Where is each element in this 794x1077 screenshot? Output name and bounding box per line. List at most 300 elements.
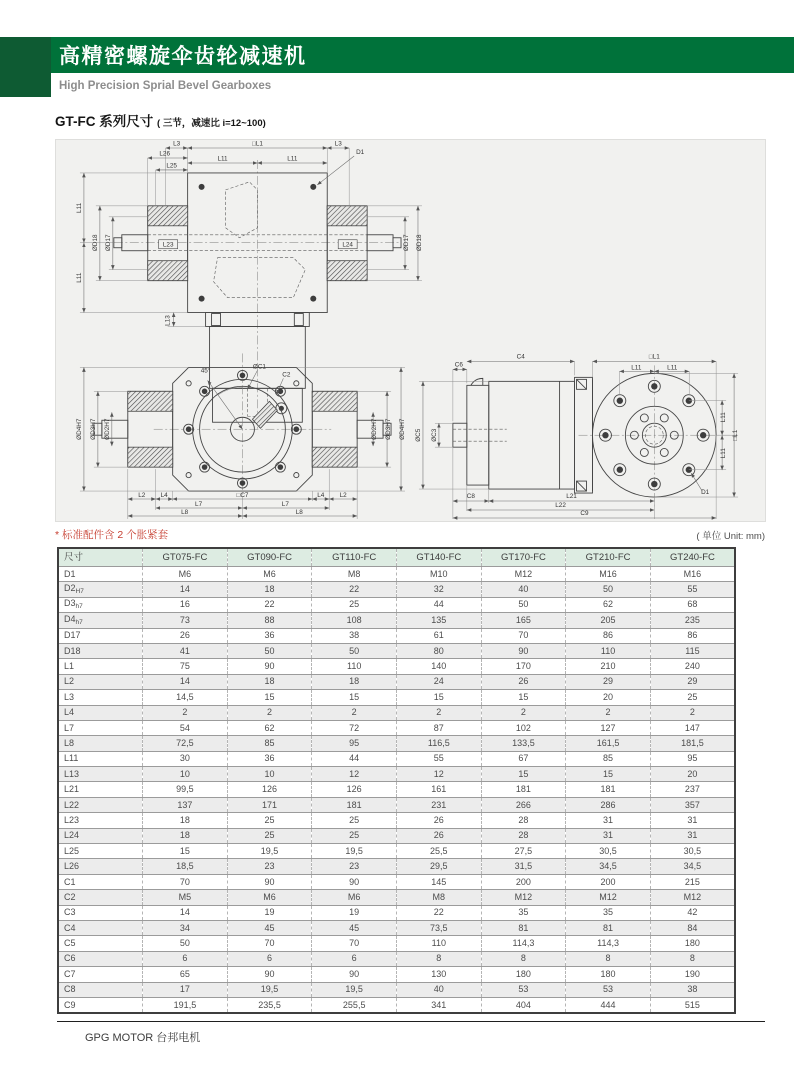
row-label: C4: [58, 920, 143, 935]
footer-rule: [57, 1021, 765, 1022]
cell: 102: [481, 720, 566, 735]
cell: 95: [312, 736, 397, 751]
cell: 15: [566, 767, 651, 782]
cell: M12: [481, 567, 566, 582]
cell: 17: [143, 982, 228, 997]
cell: 31: [650, 828, 735, 843]
cell: 8: [397, 951, 482, 966]
row-label: $D4_{h7}$: [58, 613, 143, 628]
cell: 15: [227, 690, 312, 705]
cell: 18: [227, 582, 312, 597]
cell: 84: [650, 920, 735, 935]
cell: 22: [397, 905, 482, 920]
drawing-panel: [55, 139, 766, 522]
dimension-label: L7: [195, 501, 203, 509]
cell: 50: [312, 643, 397, 658]
row-label: L26: [58, 859, 143, 874]
cell: 18: [312, 674, 397, 689]
table-row: [58, 905, 735, 920]
dimension-label: L3: [173, 140, 181, 148]
cell: 41: [143, 643, 228, 658]
row-label: $D2_{H7}$: [58, 582, 143, 597]
column-header-model: GT140-FC: [397, 548, 482, 567]
cell: 34,5: [650, 859, 735, 874]
dimension-label: L25: [166, 162, 177, 170]
cell: 114,3: [481, 936, 566, 951]
cell: 27,5: [481, 844, 566, 859]
unit-note: ( 单位 Unit: mm): [696, 531, 765, 542]
cell: 170: [481, 659, 566, 674]
dimension-label: L11: [75, 272, 83, 283]
cell: 72,5: [143, 736, 228, 751]
row-label-subscript: h7: [75, 603, 83, 611]
page-subtitle: High Precision Sprial Bevel Gearboxes: [59, 80, 272, 92]
cell: 25: [227, 813, 312, 828]
cell: 266: [481, 797, 566, 812]
cell: 126: [227, 782, 312, 797]
row-label-subscript: H7: [75, 587, 84, 595]
cell: 165: [481, 613, 566, 628]
row-label-subscript: h7: [75, 618, 83, 626]
banner-accent-block: [0, 37, 51, 97]
cell: 86: [566, 628, 651, 643]
cell: 237: [650, 782, 735, 797]
table-row: [58, 936, 735, 951]
cell: 25: [227, 828, 312, 843]
dimension-label: C9: [580, 509, 589, 517]
cell: 38: [312, 628, 397, 643]
table-row: [58, 674, 735, 689]
cell: 31: [566, 813, 651, 828]
cell: 161: [397, 782, 482, 797]
dimension-label: L11: [720, 412, 728, 423]
dimension-label: C4: [516, 353, 525, 361]
table-header: [58, 548, 735, 567]
cell: 88: [227, 613, 312, 628]
dimension-label: ØC1: [252, 363, 266, 371]
cell: 23: [312, 859, 397, 874]
cell: 30: [143, 751, 228, 766]
table-row: [58, 874, 735, 889]
cell: 18,5: [143, 859, 228, 874]
dimension-label: □L1: [251, 140, 263, 148]
cell: 2: [650, 705, 735, 720]
cell: 180: [650, 936, 735, 951]
cell: 40: [481, 582, 566, 597]
cell: 116,5: [397, 736, 482, 751]
table-row: [58, 690, 735, 705]
cell: 50: [481, 597, 566, 612]
cell: 90: [481, 643, 566, 658]
cell: M5: [143, 890, 228, 905]
dimension-label: ØD4H7: [399, 418, 407, 440]
cell: 145: [397, 874, 482, 889]
cell: 171: [227, 797, 312, 812]
cell: 181,5: [650, 736, 735, 751]
cell: 62: [566, 597, 651, 612]
cell: M10: [397, 567, 482, 582]
cell: M8: [397, 890, 482, 905]
cell: 14: [143, 674, 228, 689]
row-label: L1: [58, 659, 143, 674]
cell: 16: [143, 597, 228, 612]
row-label: C6: [58, 951, 143, 966]
cell: 14,5: [143, 690, 228, 705]
cell: 23: [227, 859, 312, 874]
dimension-label: L11: [631, 364, 642, 372]
cell: 8: [650, 951, 735, 966]
cell: M6: [312, 890, 397, 905]
row-label: C9: [58, 997, 143, 1013]
cell: 31: [566, 828, 651, 843]
dimension-label: L11: [667, 364, 678, 372]
cell: 73: [143, 613, 228, 628]
column-header-size: 尺寸: [58, 548, 143, 567]
cell: 255,5: [312, 997, 397, 1013]
cell: 8: [481, 951, 566, 966]
page-title: 高精密螺旋伞齿轮减速机: [59, 45, 307, 68]
cell: 140: [397, 659, 482, 674]
row-label: L4: [58, 705, 143, 720]
dimension-label: ØD4H7: [75, 418, 83, 440]
cell: 81: [566, 920, 651, 935]
cell: 25: [312, 597, 397, 612]
cell: 40: [397, 982, 482, 997]
cell: 2: [312, 705, 397, 720]
table-row: [58, 643, 735, 658]
dimension-label: ØD18: [91, 234, 99, 252]
table-row: [58, 844, 735, 859]
cell: 87: [397, 720, 482, 735]
cell: 62: [227, 720, 312, 735]
cell: 55: [397, 751, 482, 766]
table-row: [58, 597, 735, 612]
table-row: [58, 967, 735, 982]
dimension-label: ØD2H7: [371, 418, 379, 440]
cell: 80: [397, 643, 482, 658]
section-title-row: [55, 110, 266, 130]
table-row: [58, 982, 735, 997]
cell: 15: [397, 690, 482, 705]
cell: 404: [481, 997, 566, 1013]
cell: 28: [481, 813, 566, 828]
page-banner: [51, 37, 794, 73]
dimension-label: L4: [317, 492, 325, 500]
cell: 2: [227, 705, 312, 720]
row-label: L22: [58, 797, 143, 812]
table-row: [58, 828, 735, 843]
plan-view-labels: [76, 141, 423, 326]
cell: 130: [397, 967, 482, 982]
cell: 147: [650, 720, 735, 735]
cell: 28: [481, 828, 566, 843]
cell: 70: [312, 936, 397, 951]
cell: 181: [481, 782, 566, 797]
cell: M12: [650, 890, 735, 905]
cell: 110: [312, 659, 397, 674]
cell: 90: [312, 874, 397, 889]
dimension-label: L4: [160, 492, 168, 500]
cell: 15: [143, 844, 228, 859]
dimension-label: C6: [454, 361, 463, 369]
cell: 19,5: [227, 982, 312, 997]
cell: 30,5: [566, 844, 651, 859]
dimension-label: □L1: [648, 353, 660, 361]
dimension-label: □C7: [236, 492, 249, 500]
table-row: [58, 920, 735, 935]
cell: M12: [481, 890, 566, 905]
cell: 25: [650, 690, 735, 705]
dimension-label: L11: [287, 155, 298, 163]
dimension-label: ØC5: [414, 428, 422, 442]
cell: 515: [650, 997, 735, 1013]
row-label: C1: [58, 874, 143, 889]
table-row: [58, 797, 735, 812]
table-row: [58, 813, 735, 828]
cell: 45: [227, 920, 312, 935]
cell: 15: [312, 690, 397, 705]
row-label: L24: [58, 828, 143, 843]
cell: 191,5: [143, 997, 228, 1013]
cell: M6: [143, 567, 228, 582]
cell: 2: [481, 705, 566, 720]
cell: 73,5: [397, 920, 482, 935]
cell: 53: [566, 982, 651, 997]
cell: 50: [566, 582, 651, 597]
cell: 19,5: [312, 844, 397, 859]
row-label: L11: [58, 751, 143, 766]
dimension-label: ØC3: [430, 428, 438, 442]
cell: 35: [566, 905, 651, 920]
cell: 44: [312, 751, 397, 766]
cell: 19: [312, 905, 397, 920]
cell: 99,5: [143, 782, 228, 797]
cell: 45: [312, 920, 397, 935]
cell: 127: [566, 720, 651, 735]
dimension-label: C2: [282, 371, 291, 379]
cell: 14: [143, 905, 228, 920]
cell: 133,5: [481, 736, 566, 751]
column-header-model: GT210-FC: [566, 548, 651, 567]
cell: 95: [650, 751, 735, 766]
dimension-label: L7: [281, 501, 289, 509]
dimension-label: L13: [164, 315, 172, 326]
dimension-label: L24: [342, 241, 353, 249]
cell: 38: [650, 982, 735, 997]
cell: 18: [143, 813, 228, 828]
cell: 19,5: [227, 844, 312, 859]
row-label: D18: [58, 643, 143, 658]
row-label: L3: [58, 690, 143, 705]
table-row: [58, 767, 735, 782]
cell: 200: [481, 874, 566, 889]
dimension-label: ØD2H7: [103, 418, 111, 440]
cell: 15: [481, 690, 566, 705]
section-title: GT-FC 系列尺寸: [55, 114, 154, 129]
cell: 6: [312, 951, 397, 966]
cell: 18: [227, 674, 312, 689]
cell: 29: [566, 674, 651, 689]
dimension-label: L2: [339, 492, 347, 500]
table-row: [58, 890, 735, 905]
cell: 31: [650, 813, 735, 828]
cell: 2: [397, 705, 482, 720]
dimension-label: ØD17: [403, 234, 411, 252]
cell: 181: [312, 797, 397, 812]
cell: M16: [650, 567, 735, 582]
row-label: D17: [58, 628, 143, 643]
cell: 6: [227, 951, 312, 966]
cell: 81: [481, 920, 566, 935]
cell: 235,5: [227, 997, 312, 1013]
cell: 18: [143, 828, 228, 843]
cell: 19: [227, 905, 312, 920]
row-label: C8: [58, 982, 143, 997]
cell: 12: [397, 767, 482, 782]
table-row: [58, 997, 735, 1013]
cell: 240: [650, 659, 735, 674]
cell: 210: [566, 659, 651, 674]
row-label: L21: [58, 782, 143, 797]
cell: 19,5: [312, 982, 397, 997]
row-label: L8: [58, 736, 143, 751]
dimension-label: ØD3H7: [89, 418, 97, 440]
cell: 15: [481, 767, 566, 782]
cell: 68: [650, 597, 735, 612]
cell: 30,5: [650, 844, 735, 859]
cell: 34: [143, 920, 228, 935]
cell: 341: [397, 997, 482, 1013]
dimension-label: ØD3H7: [385, 418, 393, 440]
dimension-label: L23: [162, 241, 174, 249]
cell: 231: [397, 797, 482, 812]
front-view: [76, 353, 406, 519]
table-row: [58, 859, 735, 874]
cell: M8: [312, 567, 397, 582]
table-row: [58, 567, 735, 582]
dimension-label: C8: [466, 493, 475, 501]
cell: 90: [312, 967, 397, 982]
dimension-label: L8: [181, 508, 189, 516]
cell: 215: [650, 874, 735, 889]
dimension-label: D1: [701, 489, 710, 497]
row-label: L23: [58, 813, 143, 828]
cell: 22: [312, 582, 397, 597]
column-header-model: GT090-FC: [227, 548, 312, 567]
cell: 50: [227, 643, 312, 658]
cell: 65: [143, 967, 228, 982]
footer-brand: GPG MOTOR 台邦电机: [85, 1032, 201, 1044]
cell: 25,5: [397, 844, 482, 859]
cell: 14: [143, 582, 228, 597]
cell: 26: [397, 813, 482, 828]
cell: 180: [566, 967, 651, 982]
dimension-label: L8: [295, 508, 303, 516]
cell: 50: [143, 936, 228, 951]
cell: 26: [481, 674, 566, 689]
dimension-label: L21: [566, 493, 577, 501]
plan-view: [76, 141, 423, 432]
cell: 90: [227, 874, 312, 889]
table-row: [58, 720, 735, 735]
cell: 12: [312, 767, 397, 782]
dimension-label: D1: [356, 148, 365, 156]
table-row: [58, 736, 735, 751]
table-row: [58, 582, 735, 597]
row-label: L13: [58, 767, 143, 782]
table-row: [58, 628, 735, 643]
cell: M16: [566, 567, 651, 582]
cell: 357: [650, 797, 735, 812]
row-label: D1: [58, 567, 143, 582]
column-header-model: GT075-FC: [143, 548, 228, 567]
cell: 24: [397, 674, 482, 689]
row-label: C2: [58, 890, 143, 905]
dimension-label: ØD17: [104, 234, 112, 252]
cell: 190: [650, 967, 735, 982]
cell: 20: [650, 767, 735, 782]
cell: M6: [227, 890, 312, 905]
table-body: [58, 567, 735, 1014]
column-header-model: GT170-FC: [481, 548, 566, 567]
dimension-label: 45°: [200, 367, 211, 375]
row-label: C5: [58, 936, 143, 951]
column-header-model: GT110-FC: [312, 548, 397, 567]
cell: 90: [227, 967, 312, 982]
row-label: L25: [58, 844, 143, 859]
cell: 181: [566, 782, 651, 797]
cell: 286: [566, 797, 651, 812]
cell: 29,5: [397, 859, 482, 874]
cell: 29: [650, 674, 735, 689]
technical-drawing: [56, 140, 765, 521]
cell: 31,5: [481, 859, 566, 874]
cell: 108: [312, 613, 397, 628]
cell: M12: [566, 890, 651, 905]
cell: 110: [397, 936, 482, 951]
cell: 8: [566, 951, 651, 966]
table-row: [58, 659, 735, 674]
row-label: C3: [58, 905, 143, 920]
cell: 85: [566, 751, 651, 766]
cell: 25: [312, 813, 397, 828]
cell: 115: [650, 643, 735, 658]
dimension-label: L26: [159, 150, 171, 158]
cell: 55: [650, 582, 735, 597]
cell: 70: [481, 628, 566, 643]
cell: 26: [397, 828, 482, 843]
cell: 114,3: [566, 936, 651, 951]
cell: 75: [143, 659, 228, 674]
cell: 10: [143, 767, 228, 782]
table-row: [58, 613, 735, 628]
dimension-label: L3: [334, 140, 342, 148]
dimension-label: L2: [138, 492, 146, 500]
header-row: [58, 548, 735, 567]
cell: 54: [143, 720, 228, 735]
table-row: [58, 951, 735, 966]
cell: 85: [227, 736, 312, 751]
cell: 36: [227, 628, 312, 643]
cell: 70: [143, 874, 228, 889]
table-row: [58, 705, 735, 720]
cell: 110: [566, 643, 651, 658]
dimension-label: L11: [75, 202, 83, 213]
cell: 200: [566, 874, 651, 889]
dimension-label: L22: [555, 502, 566, 510]
cell: 10: [227, 767, 312, 782]
table-row: [58, 751, 735, 766]
